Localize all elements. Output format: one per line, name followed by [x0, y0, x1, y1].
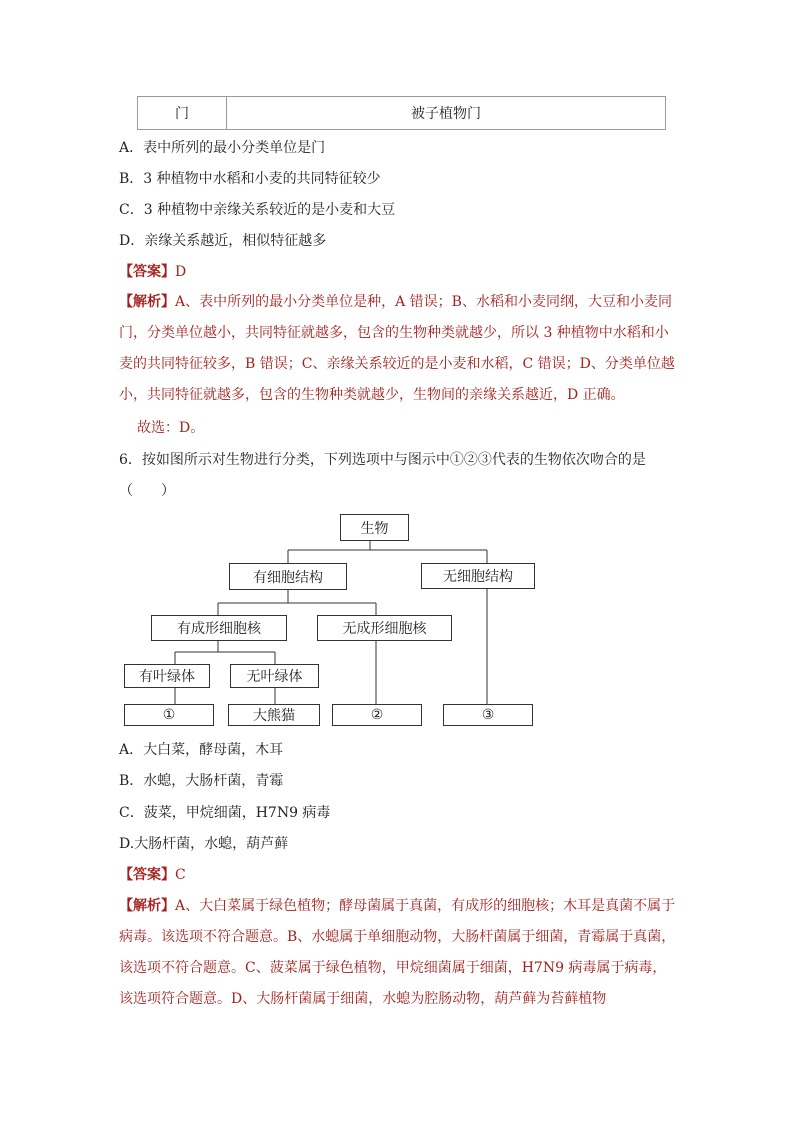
node-no-nucleus: 无成形细胞核: [317, 615, 452, 641]
q5-option-b: B．3 种植物中水稻和小麦的共同特征较少: [119, 171, 381, 187]
q6-answer-value: C: [175, 867, 186, 883]
q6-option-a: A．大白菜，酵母菌，木耳: [119, 742, 284, 758]
q6-option-c: C．菠菜，甲烷细菌，H7N9 病毒: [119, 805, 331, 821]
q5-answer-label: 【答案】: [119, 264, 175, 280]
node-organism: 生物: [340, 514, 409, 541]
leaf-panda: 大熊猫: [228, 704, 320, 726]
table-cell-value: 被子植物门: [411, 106, 481, 122]
q6-analysis: [119, 891, 679, 1015]
node-chloroplast: 有叶绿体: [124, 664, 210, 688]
q5-option-d: D．亲缘关系越近，相似特征越多: [119, 233, 327, 249]
q6-option-b: B．水螅，大肠杆菌，青霉: [119, 773, 284, 789]
q6-stem: 6．按如图所示对生物进行分类，下列选项中与图示中①②③代表的生物依次吻合的是: [119, 452, 646, 468]
q6-answer-label: 【答案】: [119, 867, 175, 883]
q5-option-a: A．表中所列的最小分类单位是门: [119, 140, 326, 156]
q6-option-d: D.大肠杆菌，水螅，葫芦藓: [119, 836, 289, 852]
q5-answer-value: D: [175, 264, 187, 280]
node-no-chloroplast: 无叶绿体: [230, 664, 319, 688]
leaf-1: ①: [124, 704, 214, 726]
node-cellular: 有细胞结构: [229, 563, 347, 590]
node-acellular: 无细胞结构: [421, 563, 535, 589]
leaf-2: ②: [332, 704, 422, 726]
q6-answer-paren: （ ）: [119, 483, 175, 499]
table-cell-rank: 门: [138, 97, 227, 129]
q5-option-c: C．3 种植物中亲缘关系较近的是小麦和大豆: [119, 202, 396, 218]
q5-conclusion: 故选：D。: [137, 420, 205, 436]
leaf-3: ③: [443, 704, 533, 726]
q5-analysis-text: A、表中所列的最小分类单位是种，A 错误；B、水稻和小麦同纲，大豆和小麦同门，分类单位越小，共同特征就越多，包含的生物种类就越少，所以 3 种植物中水稻和小麦的共同特征较多，B 错误；C、亲缘关系较近的是小麦和水稻，C 错误；D、分类单位越小，共同特征就越多，包含的生物种类就越少，生物间的亲缘关系越近，D 正确。: [119, 294, 675, 403]
q6-analysis-text: A、大白菜属于绿色植物；酵母菌属于真菌，有成形的细胞核；木耳是真菌不属于病毒。该选项不符合题意。B、水螅属于单细胞动物，大肠杆菌属于细菌，青霉属于真菌，该选项不符合题意。C、菠菜属于绿色植物，甲烷细菌属于细菌，H7N9 病毒属于病毒，该选项符合题意。D、大肠杆菌属于细菌，水螅为腔肠动物，葫芦藓为苔藓植物: [119, 898, 676, 1007]
q5-analysis-label: 【解析】: [119, 294, 175, 310]
q6-answer: [119, 865, 186, 885]
q6-analysis-label: 【解析】: [119, 898, 175, 914]
node-nucleus: 有成形细胞核: [151, 615, 287, 641]
